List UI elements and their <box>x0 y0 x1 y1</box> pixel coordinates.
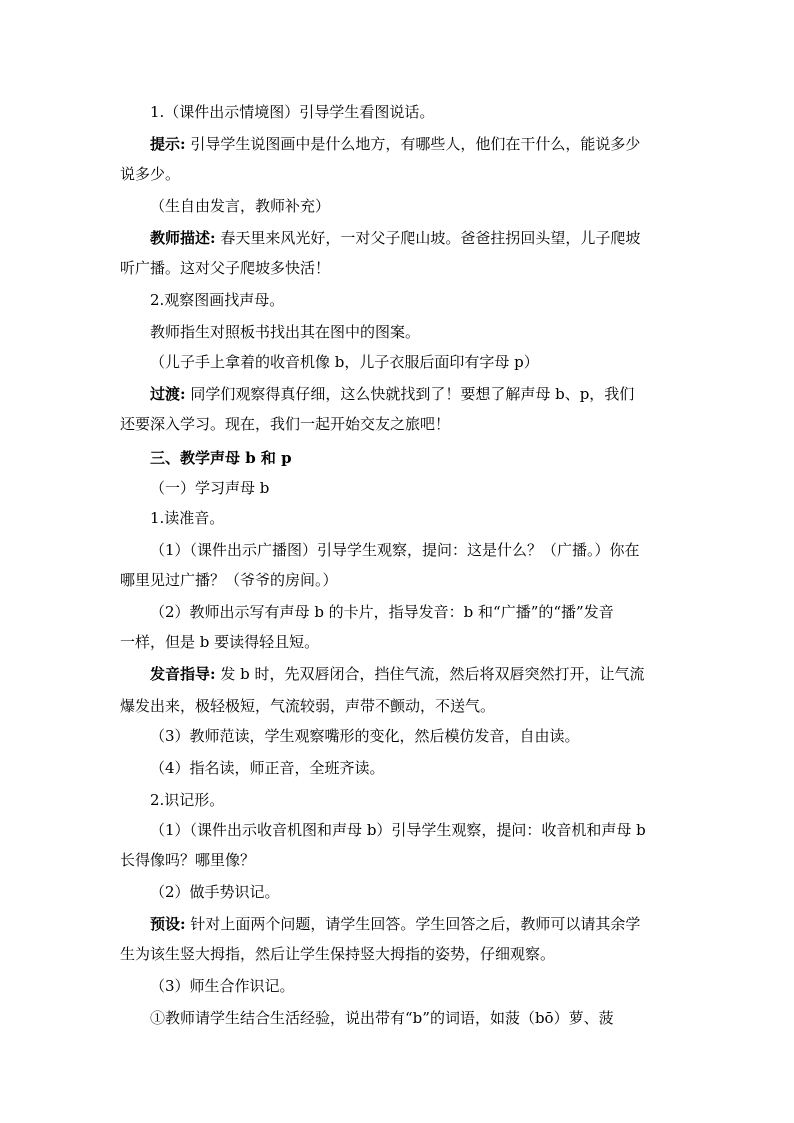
subsection-heading: （一）学习声母 b <box>150 479 270 497</box>
teacher-description-label: 教师描述: <box>150 229 216 247</box>
paragraph-line: 教师指生对照板书找出其在图中的图案。 <box>150 323 421 341</box>
paragraph-line: 2.识记形。 <box>150 791 225 809</box>
pronunciation-guide-label: 发音指导: <box>150 665 216 683</box>
paragraph-line: （2）做手势识记。 <box>150 883 280 901</box>
section-heading: 三、教学声母 b 和 p <box>150 449 292 467</box>
paragraph-line: （1）（课件出示收音机图和声母 b）引导学生观察，提问：收音机和声母 b <box>150 821 646 839</box>
transition-label: 过渡: <box>150 385 186 403</box>
paragraph-line: 过渡: 同学们观察得真仔细，这么快就找到了！要想了解声母 b、p，我们 <box>150 385 635 403</box>
paragraph-line: （3）教师范读，学生观察嘴形的变化，然后模仿发音，自由读。 <box>150 727 580 745</box>
preset-label: 预设: <box>150 915 186 933</box>
paragraph-line: 一样，但是 b 要读得轻且短。 <box>120 633 320 651</box>
paragraph-line: 哪里见过广播？（爷爷的房间。） <box>120 571 338 589</box>
paragraph-line: 生为该生竖大拇指，然后让学生保持竖大拇指的姿势，仔细观察。 <box>120 945 556 963</box>
paragraph-line: （生自由发言，教师补充） <box>150 197 331 215</box>
paragraph-line: （2）教师出示写有声母 b 的卡片，指导发音：b 和“广播”的“播”发音 <box>150 603 614 621</box>
paragraph-line: （儿子手上拿着的收音机像 b，儿子衣服后面印有字母 p） <box>150 353 539 371</box>
paragraph-line: 还要深入学习。现在，我们一起开始交友之旅吧！ <box>120 415 451 433</box>
paragraph-line: （1）（课件出示广播图）引导学生观察，提问：这是什么？（广播。）你在 <box>150 541 640 559</box>
paragraph-line: ①教师请学生结合生活经验，说出带有“b”的词语，如菠（bō）萝、菠 <box>150 1009 614 1027</box>
paragraph-line: 爆发出来，极轻极短，气流较弱，声带不颤动，不送气。 <box>120 697 496 715</box>
hint-label: 提示: <box>150 135 186 153</box>
paragraph-line: 提示: 引导学生说图画中是什么地方，有哪些人，他们在干什么，能说多少 <box>150 135 641 153</box>
paragraph-line: 发音指导: 发 b 时，先双唇闭合，挡住气流，然后将双唇突然打开，让气流 <box>150 665 645 683</box>
paragraph-line: 教师描述: 春天里来风光好，一对父子爬山坡。爸爸拄拐回头望，儿子爬坡 <box>150 229 641 247</box>
paragraph-line: 2.观察图画找声母。 <box>150 291 285 309</box>
paragraph-line: 预设: 针对上面两个问题，请学生回答。学生回答之后，教师可以请其余学 <box>150 915 641 933</box>
paragraph-line: 长得像吗？哪里像？ <box>120 851 256 869</box>
paragraph-line: （3）师生合作识记。 <box>150 977 295 995</box>
paragraph-line: 1.（课件出示情境图）引导学生看图说话。 <box>150 103 435 121</box>
paragraph-line: 听广播。这对父子爬坡多快活！ <box>120 259 331 277</box>
paragraph-line: （4）指名读，师正音，全班齐读。 <box>150 759 385 777</box>
paragraph-line: 1.读准音。 <box>150 509 225 527</box>
paragraph-line: 说多少。 <box>120 165 181 183</box>
